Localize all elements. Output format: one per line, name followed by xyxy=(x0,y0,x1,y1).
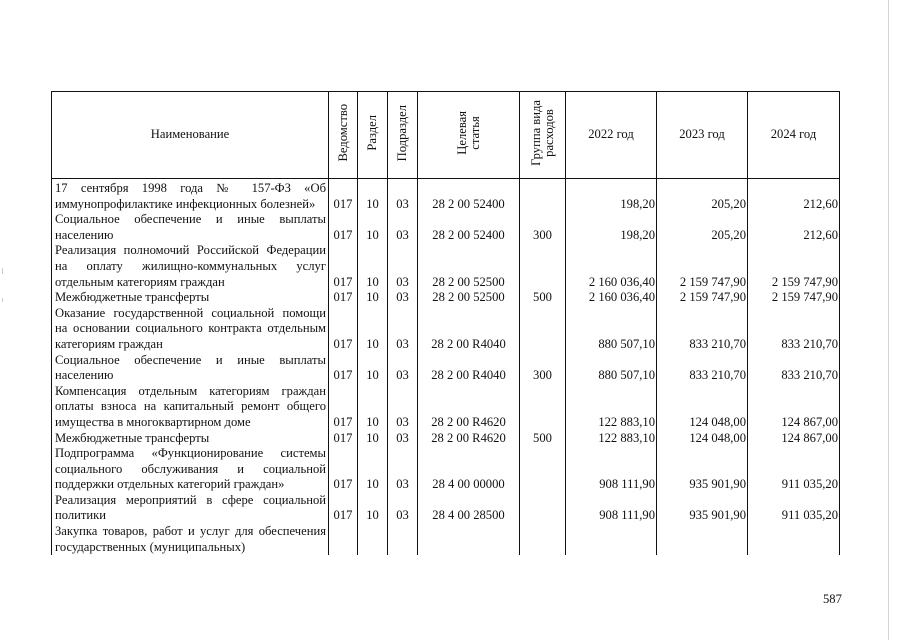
row-ved: 017 xyxy=(329,212,358,243)
row-target: 28 2 00 52400 xyxy=(418,212,520,243)
row-2022: 2 160 036,40 xyxy=(566,290,657,306)
table-row xyxy=(52,431,840,447)
row-target: 28 2 00 R4040 xyxy=(418,353,520,384)
scan-mark xyxy=(2,298,3,302)
row-podrazdel: 03 xyxy=(388,243,418,290)
row-2023: 2 159 747,90 xyxy=(657,290,748,306)
row-name: Социальное обеспечение и иные выплаты населению xyxy=(52,212,329,243)
scan-edge-line xyxy=(888,0,889,640)
table-row xyxy=(52,493,840,524)
row-target: 28 2 00 R4620 xyxy=(418,431,520,447)
row-ved: 017 xyxy=(329,290,358,306)
row-group: 500 xyxy=(520,290,566,306)
row-target: 28 4 00 00000 xyxy=(418,446,520,493)
row-group xyxy=(520,179,566,213)
row-2024: 911 035,20 xyxy=(748,493,840,524)
row-2022: 198,20 xyxy=(566,212,657,243)
table-row xyxy=(52,524,840,555)
row-group: 500 xyxy=(520,431,566,447)
row-2022: 122 883,10 xyxy=(566,431,657,447)
row-podrazdel: 03 xyxy=(388,446,418,493)
row-group xyxy=(520,306,566,353)
row-ved: 017 xyxy=(329,243,358,290)
row-razdel: 10 xyxy=(358,431,388,447)
row-name: Реализация полномочий Российской Федерации на оплату жилищно-коммунальных услуг отдельным категориям граждан xyxy=(52,243,329,290)
row-ved: 017 xyxy=(329,306,358,353)
header-target: Целевая статья xyxy=(418,92,520,179)
row-2022: 908 111,90 xyxy=(566,446,657,493)
header-2023: 2023 год xyxy=(657,92,748,179)
row-group xyxy=(520,446,566,493)
row-2023 xyxy=(657,524,748,555)
row-2024: 2 159 747,90 xyxy=(748,290,840,306)
row-razdel: 10 xyxy=(358,493,388,524)
row-2023: 833 210,70 xyxy=(657,353,748,384)
table-header-row xyxy=(52,92,840,179)
row-razdel: 10 xyxy=(358,353,388,384)
row-razdel: 10 xyxy=(358,306,388,353)
row-name: Компенсация отдельным категориям граждан оплаты взноса на капитальный ремонт общего имущества в многоквартирном доме xyxy=(52,384,329,431)
row-2024: 124 867,00 xyxy=(748,431,840,447)
row-2024: 833 210,70 xyxy=(748,306,840,353)
row-name: Оказание государственной социальной помощи на основании социального контракта отдельным категориям граждан xyxy=(52,306,329,353)
row-2024 xyxy=(748,524,840,555)
row-2023: 205,20 xyxy=(657,179,748,213)
row-name: 17 сентября 1998 года № 157-ФЗ «Об иммунопрофилактике инфекционных болезней» xyxy=(52,179,329,213)
row-target: 28 4 00 28500 xyxy=(418,493,520,524)
header-razdel: Раздел xyxy=(358,92,388,179)
table-row xyxy=(52,243,840,290)
row-ved: 017 xyxy=(329,353,358,384)
row-2023: 124 048,00 xyxy=(657,384,748,431)
row-2024: 212,60 xyxy=(748,212,840,243)
row-podrazdel: 03 xyxy=(388,493,418,524)
table-row xyxy=(52,179,840,213)
row-podrazdel: 03 xyxy=(388,179,418,213)
scan-mark xyxy=(2,268,3,274)
row-podrazdel: 03 xyxy=(388,353,418,384)
row-ved: 017 xyxy=(329,384,358,431)
row-ved: 017 xyxy=(329,446,358,493)
row-2022 xyxy=(566,524,657,555)
row-razdel: 10 xyxy=(358,179,388,213)
row-name: Реализация мероприятий в сфере социальной политики xyxy=(52,493,329,524)
row-target: 28 2 00 52500 xyxy=(418,243,520,290)
row-razdel xyxy=(358,524,388,555)
header-2024: 2024 год xyxy=(748,92,840,179)
row-2024: 2 159 747,90 xyxy=(748,243,840,290)
row-2024: 212,60 xyxy=(748,179,840,213)
header-group: Группа вида расходов xyxy=(520,92,566,179)
table-row xyxy=(52,290,840,306)
row-2023: 2 159 747,90 xyxy=(657,243,748,290)
row-2022: 908 111,90 xyxy=(566,493,657,524)
row-2022: 198,20 xyxy=(566,179,657,213)
row-razdel: 10 xyxy=(358,243,388,290)
row-2022: 2 160 036,40 xyxy=(566,243,657,290)
row-podrazdel: 03 xyxy=(388,306,418,353)
row-name: Межбюджетные трансферты xyxy=(52,290,329,306)
row-group xyxy=(520,384,566,431)
row-razdel: 10 xyxy=(358,446,388,493)
row-2024: 911 035,20 xyxy=(748,446,840,493)
row-ved: 017 xyxy=(329,179,358,213)
row-target: 28 2 00 R4040 xyxy=(418,306,520,353)
row-name: Подпрограмма «Функционирование системы социального обслуживания и социальной поддержки отдельных категорий граждан» xyxy=(52,446,329,493)
row-2022: 122 883,10 xyxy=(566,384,657,431)
table-row xyxy=(52,353,840,384)
row-group xyxy=(520,243,566,290)
row-podrazdel: 03 xyxy=(388,212,418,243)
row-2023: 833 210,70 xyxy=(657,306,748,353)
header-ved: Ведомство xyxy=(329,92,358,179)
table-row xyxy=(52,212,840,243)
row-2024: 124 867,00 xyxy=(748,384,840,431)
row-2022: 880 507,10 xyxy=(566,306,657,353)
row-podrazdel xyxy=(388,524,418,555)
row-2023: 124 048,00 xyxy=(657,431,748,447)
row-2023: 205,20 xyxy=(657,212,748,243)
table-row xyxy=(52,446,840,493)
row-podrazdel: 03 xyxy=(388,290,418,306)
row-razdel: 10 xyxy=(358,290,388,306)
row-razdel: 10 xyxy=(358,212,388,243)
row-name: Социальное обеспечение и иные выплаты населению xyxy=(52,353,329,384)
header-podrazdel: Подраздел xyxy=(388,92,418,179)
row-group: 300 xyxy=(520,212,566,243)
row-2023: 935 901,90 xyxy=(657,493,748,524)
header-name: Наименование xyxy=(52,92,329,179)
row-podrazdel: 03 xyxy=(388,431,418,447)
row-2022: 880 507,10 xyxy=(566,353,657,384)
row-ved: 017 xyxy=(329,431,358,447)
row-target xyxy=(418,524,520,555)
row-name: Межбюджетные трансферты xyxy=(52,431,329,447)
budget-table xyxy=(51,91,840,555)
row-group xyxy=(520,524,566,555)
row-target: 28 2 00 52500 xyxy=(418,290,520,306)
header-2022: 2022 год xyxy=(566,92,657,179)
row-ved: 017 xyxy=(329,493,358,524)
row-group: 300 xyxy=(520,353,566,384)
row-group xyxy=(520,493,566,524)
row-name: Закупка товаров, работ и услуг для обеспечения государственных (муниципальных) xyxy=(52,524,329,555)
row-razdel: 10 xyxy=(358,384,388,431)
page-number: 587 xyxy=(823,592,842,606)
row-target: 28 2 00 R4620 xyxy=(418,384,520,431)
table-row xyxy=(52,306,840,353)
row-podrazdel: 03 xyxy=(388,384,418,431)
row-target: 28 2 00 52400 xyxy=(418,179,520,213)
table-row xyxy=(52,384,840,431)
row-ved xyxy=(329,524,358,555)
row-2024: 833 210,70 xyxy=(748,353,840,384)
row-2023: 935 901,90 xyxy=(657,446,748,493)
